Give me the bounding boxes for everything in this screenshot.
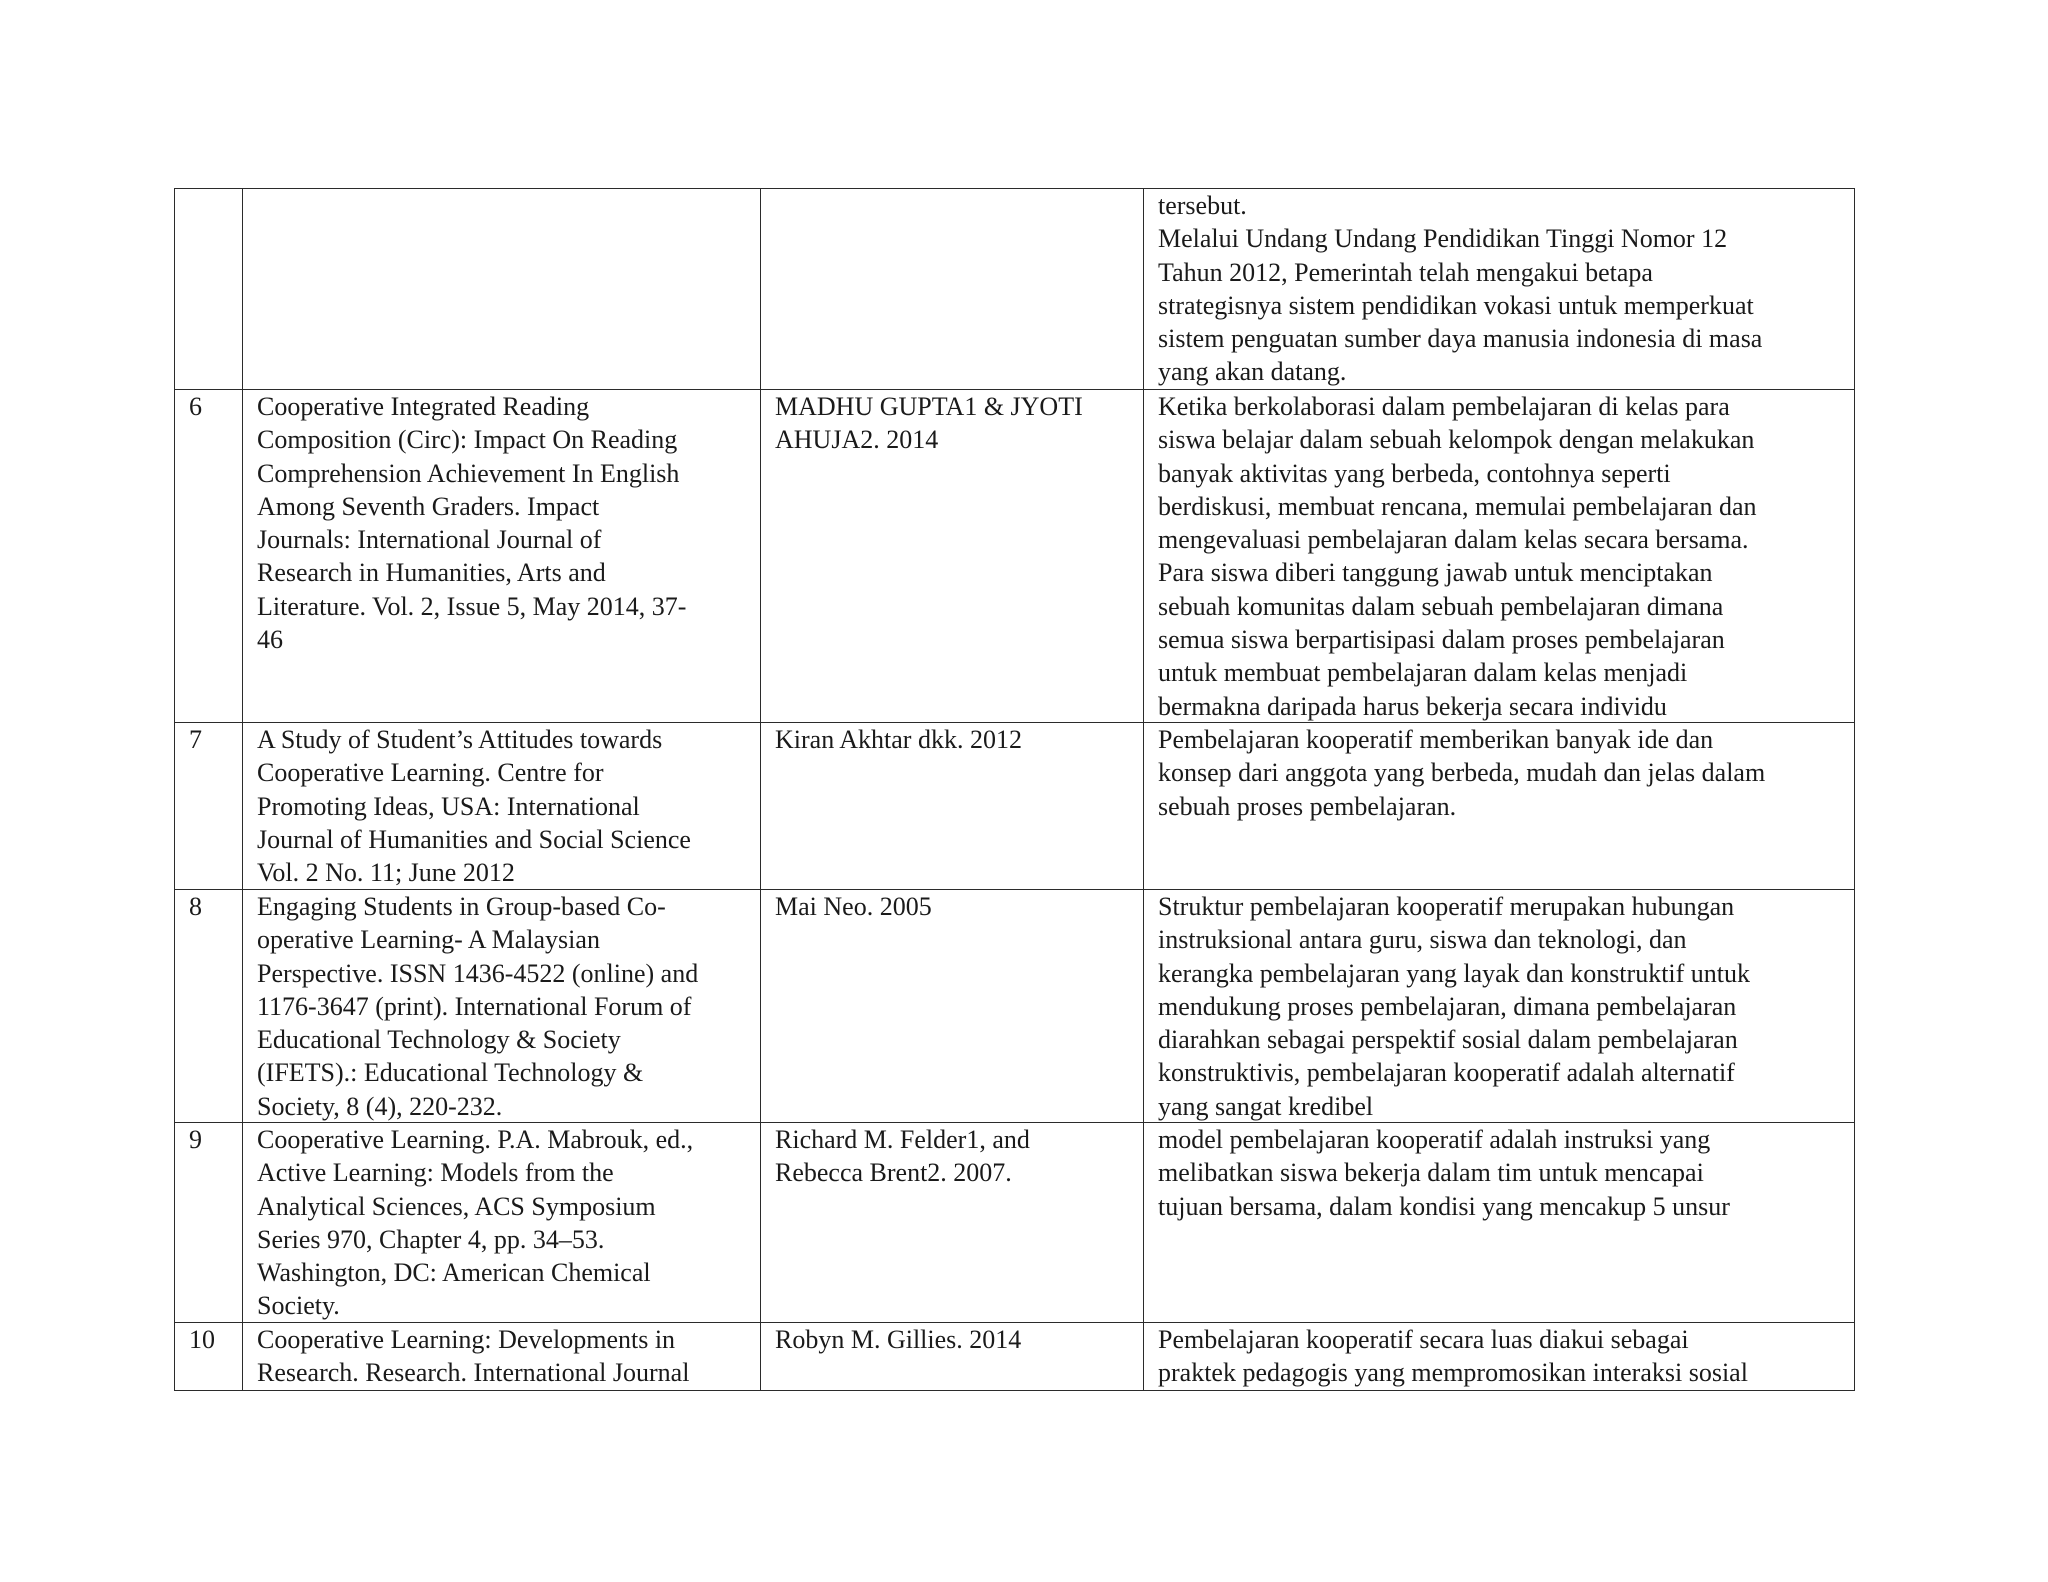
row-number-cell <box>175 390 243 723</box>
reference-summary: model pembelajaran kooperatif adalah instruksi yang melibatkan siswa bekerja dalam tim untuk mencapai tujuan bersama, dalam kondisi yang mencakup 5 unsur <box>1158 1125 1730 1221</box>
row-number-cell <box>175 890 243 1123</box>
reference-summary: Pembelajaran kooperatif secara luas diakui sebagai praktek pedagogis yang mempromosikan interaksi sosial <box>1158 1325 1748 1388</box>
table-row <box>175 723 1855 890</box>
author-cell <box>761 390 1144 723</box>
row-number-cell <box>175 723 243 890</box>
author-cell <box>761 1323 1144 1391</box>
reference-table <box>174 188 1855 1391</box>
row-number: 6 <box>189 392 202 421</box>
summary-cell <box>1144 1123 1855 1323</box>
summary-cell <box>1144 890 1855 1123</box>
reference-title: Cooperative Integrated Reading Composition (Circ): Impact On Reading Comprehension Achievement In English Among Seventh Graders. Impact Journals: International Journal of Research in Humanities, Arts and Literature. Vol. 2, Issue 5, May 2014, 37- 46 <box>257 392 687 655</box>
table-row <box>175 189 1855 390</box>
reference-summary: Ketika berkolaborasi dalam pembelajaran di kelas para siswa belajar dalam sebuah kelompok dengan melakukan banyak aktivitas yang berbeda, contohnya seperti berdiskusi, membuat rencana, memulai pembelajaran dan mengevaluasi pembelajaran dalam kelas secara bersama. Para siswa diberi tanggung jawab untuk menciptakan sebuah komunitas dalam sebuah pembelajaran dimana semua siswa berpartisipasi dalam proses pembelajaran untuk membuat pembelajaran dalam kelas menjadi bermakna daripada harus bekerja secara individu <box>1158 392 1757 721</box>
reference-author: Mai Neo. 2005 <box>775 892 932 921</box>
table-row <box>175 390 1855 723</box>
reference-title: A Study of Student’s Attitudes towards Cooperative Learning. Centre for Promoting Ideas, USA: International Journal of Humanities and Social Science Vol. 2 No. 11; June 2012 <box>257 725 691 888</box>
reference-author: Richard M. Felder1, and Rebecca Brent2. 2007. <box>775 1125 1030 1188</box>
reference-title: Cooperative Learning: Developments in Research. Research. International Journal <box>257 1325 690 1388</box>
row-number-cell <box>175 1323 243 1391</box>
row-number: 10 <box>189 1325 215 1354</box>
row-number-cell <box>175 189 243 390</box>
table-row <box>175 1123 1855 1323</box>
summary-cell <box>1144 1323 1855 1391</box>
reference-author: MADHU GUPTA1 & JYOTI AHUJA2. 2014 <box>775 392 1083 455</box>
reference-author: Kiran Akhtar dkk. 2012 <box>775 725 1022 754</box>
author-cell <box>761 189 1144 390</box>
reference-summary: Struktur pembelajaran kooperatif merupakan hubungan instruksional antara guru, siswa dan teknologi, dan kerangka pembelajaran yang layak dan konstruktif untuk mendukung proses pembelajaran, dimana pembelajaran diarahkan sebagai perspektif sosial dalam pembelajaran konstruktivis, pembelajaran kooperatif adalah alternatif yang sangat kredibel <box>1158 892 1751 1121</box>
summary-cell <box>1144 189 1855 390</box>
summary-cell <box>1144 723 1855 890</box>
title-cell <box>243 723 761 890</box>
title-cell <box>243 1123 761 1323</box>
row-number: 8 <box>189 892 202 921</box>
reference-title: Engaging Students in Group-based Co- operative Learning- A Malaysian Perspective. ISSN 1436-4522 (online) and 1176-3647 (print). International Forum of Educational Technology & Society (IFETS).: Educational Technology & Society, 8 (4), 220-232. <box>257 892 699 1121</box>
author-cell <box>761 723 1144 890</box>
title-cell <box>243 1323 761 1391</box>
title-cell <box>243 390 761 723</box>
reference-author: Robyn M. Gillies. 2014 <box>775 1325 1022 1354</box>
row-number: 9 <box>189 1125 202 1154</box>
reference-title: Cooperative Learning. P.A. Mabrouk, ed., Active Learning: Models from the Analytical Sciences, ACS Symposium Series 970, Chapter 4, pp. 34–53. Washington, DC: American Chemical Society. <box>257 1125 694 1321</box>
summary-cell <box>1144 390 1855 723</box>
author-cell <box>761 1123 1144 1323</box>
row-number: 7 <box>189 725 202 754</box>
title-cell <box>243 189 761 390</box>
table-row <box>175 890 1855 1123</box>
author-cell <box>761 890 1144 1123</box>
reference-summary: tersebut. Melalui Undang Undang Pendidikan Tinggi Nomor 12 Tahun 2012, Pemerintah telah mengakui betapa strategisnya sistem pendidikan vokasi untuk memperkuat sistem penguatan sumber daya manusia indonesia di masa yang akan datang. <box>1158 191 1763 387</box>
table-row <box>175 1323 1855 1391</box>
reference-summary: Pembelajaran kooperatif memberikan banyak ide dan konsep dari anggota yang berbeda, mudah dan jelas dalam sebuah proses pembelajaran. <box>1158 725 1766 821</box>
row-number-cell <box>175 1123 243 1323</box>
title-cell <box>243 890 761 1123</box>
